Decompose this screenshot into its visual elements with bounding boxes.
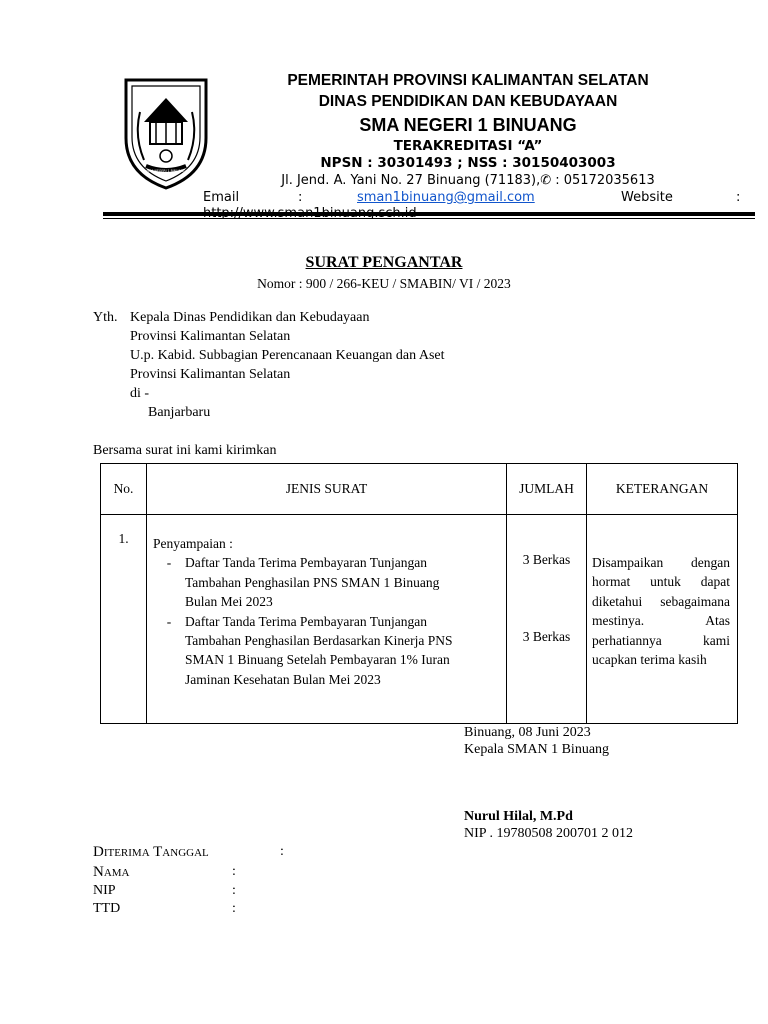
- row-title: Penyampaian :: [153, 536, 233, 551]
- item-line: SMAN 1 Binuang Setelah Pembayaran 1% Iuran: [185, 652, 450, 668]
- jumlah-value: 3 Berkas: [522, 629, 571, 644]
- intro-text: Bersama surat ini kami kirimkan: [93, 443, 277, 458]
- item-line: Bulan Mei 2023: [185, 594, 273, 610]
- item-line: Tambahan Penghasilan PNS SMAN 1 Binuang: [185, 574, 440, 590]
- email-link[interactable]: sman1binuang@gmail.com: [357, 190, 535, 205]
- row-jenis-surat: [147, 515, 507, 724]
- recipient-line: Kepala Dinas Pendidikan dan Kebudayaan: [130, 310, 370, 325]
- gov-name: PEMERINTAH PROVINSI KALIMANTAN SELATAN: [287, 72, 649, 89]
- receipt-colon: :: [232, 883, 236, 898]
- website-colon: :: [736, 190, 741, 205]
- email-colon: :: [298, 190, 303, 205]
- row-jumlah: [507, 515, 587, 724]
- jumlah-value: 3 Berkas: [522, 552, 571, 567]
- item-dash: -: [166, 555, 172, 571]
- item-line: Jaminan Kesehatan Bulan Mei 2023: [185, 671, 381, 687]
- list-item: [153, 553, 502, 611]
- header-divider: [103, 212, 755, 216]
- signer-position: Kepala SMAN 1 Binuang: [464, 742, 610, 757]
- department-name: DINAS PENDIDIKAN DAN KEBUDAYAAN: [318, 93, 618, 110]
- yth-label: Yth.: [93, 310, 118, 325]
- accreditation: TERAKREDITASI “A”: [393, 138, 543, 154]
- receipt-label: NIP: [93, 883, 116, 898]
- school-name: SMA NEGERI 1 BINUANG: [359, 115, 577, 135]
- email-label: Email: [203, 190, 240, 205]
- receipt-label: Nama: [93, 864, 130, 880]
- item-line: Daftar Tanda Terima Pembayaran Tunjangan: [185, 613, 428, 629]
- recipient-line: Provinsi Kalimantan Selatan: [130, 329, 291, 344]
- list-item: [153, 612, 502, 690]
- item-dash: -: [166, 613, 172, 629]
- header-no: No.: [101, 464, 147, 515]
- header-jumlah: JUMLAH: [507, 464, 587, 515]
- item-line: Daftar Tanda Terima Pembayaran Tunjangan: [185, 555, 428, 571]
- school-logo: [120, 76, 212, 192]
- npsn-nss: NPSN : 30301493 ; NSS : 30150403003: [320, 155, 616, 171]
- header-divider-thin: [103, 218, 755, 219]
- row-number: 1.: [101, 515, 147, 724]
- item-line: Tambahan Penghasilan Berdasarkan Kinerja PNS: [185, 633, 453, 649]
- receipt-label: Diterima Tanggal: [93, 844, 209, 860]
- recipient-line: di -: [130, 386, 150, 401]
- receipt-colon: :: [232, 864, 236, 879]
- letter-number: Nomor : 900 / 266-KEU / SMABIN/ VI / 2023: [257, 276, 511, 291]
- receipt-colon: :: [280, 844, 284, 859]
- receipt-colon: :: [232, 901, 236, 916]
- school-address: Jl. Jend. A. Yani No. 27 Binuang (71183),✆ : 05172035613: [281, 173, 655, 188]
- documents-table: [100, 463, 738, 724]
- recipient-city: Banjarbaru: [148, 405, 211, 420]
- row-keterangan: Disampaikan dengan hormat untuk dapat diketahui sebagaimana mestinya. Atas perhatiannya kami ucapkan terima kasih: [587, 515, 738, 724]
- logo-text: SMA NEGERI 1 BINUANG: [146, 169, 186, 173]
- header-keterangan: KETERANGAN: [587, 464, 738, 515]
- header-jenis-surat: JENIS SURAT: [147, 464, 507, 515]
- website-label: Website: [621, 190, 673, 205]
- table-row: [101, 515, 738, 724]
- receipt-label: TTD: [93, 901, 121, 916]
- signer-name: Nurul Hilal, M.Pd: [464, 809, 573, 824]
- signer-nip: NIP . 19780508 200701 2 012: [464, 826, 634, 841]
- letter-title: SURAT PENGANTAR: [305, 254, 463, 271]
- table-header-row: [101, 464, 738, 515]
- place-date: Binuang, 08 Juni 2023: [464, 725, 591, 740]
- recipient-line: Provinsi Kalimantan Selatan: [130, 367, 291, 382]
- recipient-line: U.p. Kabid. Subbagian Perencanaan Keuangan dan Aset: [130, 348, 445, 363]
